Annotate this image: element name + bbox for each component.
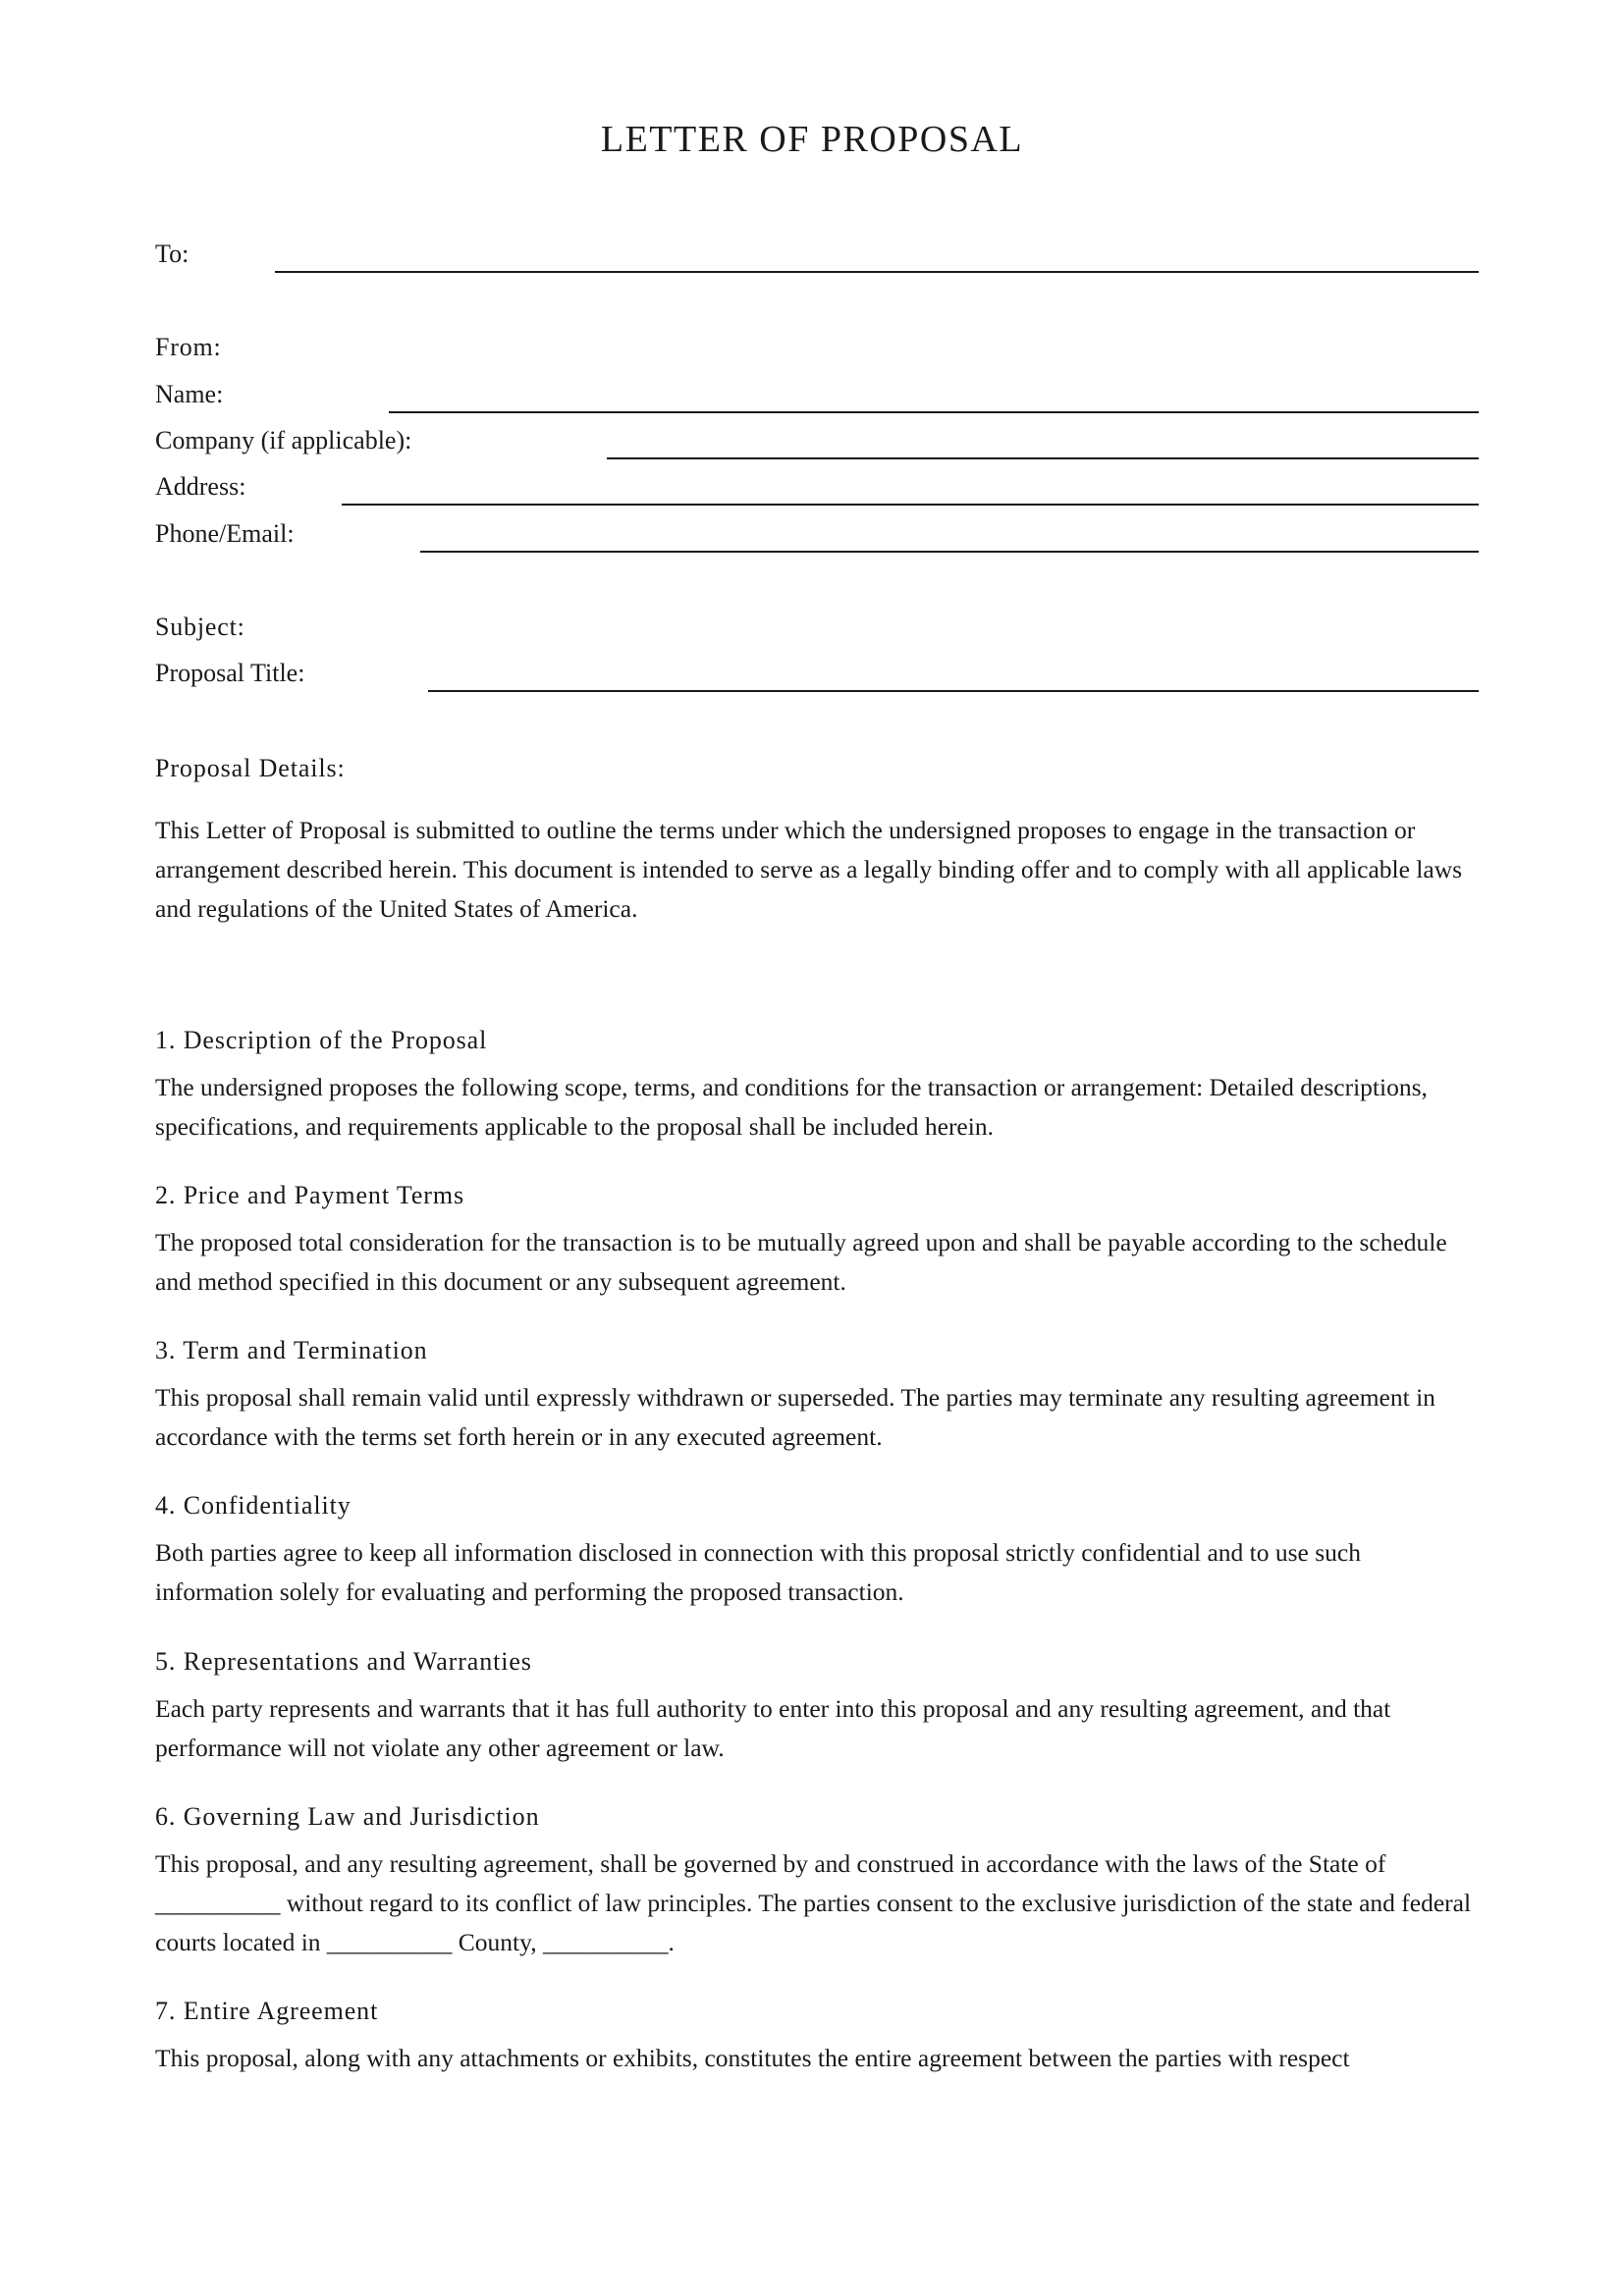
section-heading: 2. Price and Payment Terms [155, 1181, 464, 1209]
section-text: Both parties agree to keep all information disclosed in connection with this proposal strictly confidential and to use such information solely for evaluating and performing the proposed transaction. [155, 1538, 1361, 1606]
phone-email-field [155, 517, 1479, 557]
section-heading: 1. Description of the Proposal [155, 1026, 488, 1054]
company-input-line[interactable] [607, 457, 1479, 459]
section-heading: 5. Representations and Warranties [155, 1647, 532, 1676]
address-input-line[interactable] [342, 504, 1479, 506]
section-text: This proposal shall remain valid until expressly withdrawn or superseded. The parties may terminate any resulting agreement in accordance with the terms set forth herein or in any executed agreement. [155, 1383, 1435, 1451]
address-field [155, 470, 1479, 509]
section-text: The undersigned proposes the following scope, terms, and conditions for the transaction or arrangement: Detailed descriptions, specifications, and requirements applicable to the proposal shall be included herein. [155, 1073, 1428, 1141]
company-label: Company (if applicable): [155, 426, 412, 454]
to-field [155, 238, 1479, 277]
phone-email-label: Phone/Email: [155, 519, 295, 548]
proposal-title-label: Proposal Title: [155, 659, 305, 687]
from-label: From: [155, 333, 222, 361]
company-field [155, 424, 1479, 463]
section-heading: 6. Governing Law and Jurisdiction [155, 1802, 540, 1831]
section-heading: 3. Term and Termination [155, 1336, 428, 1364]
to-label: To: [155, 240, 189, 268]
proposal-title-input-line[interactable] [428, 690, 1479, 692]
name-label: Name: [155, 380, 224, 408]
address-label: Address: [155, 472, 246, 501]
proposal-intro-paragraph: This Letter of Proposal is submitted to outline the terms under which the undersigned proposes to engage in the transaction or arrangement described herein. This document is intended to serve as a legally binding offer and to comply with all applicable laws and regulations of the United States of America. [155, 816, 1463, 923]
name-input-line[interactable] [389, 411, 1479, 413]
phone-email-input-line[interactable] [420, 551, 1479, 553]
document-title: LETTER OF PROPOSAL [600, 119, 1024, 160]
section-heading: 7. Entire Agreement [155, 1997, 379, 2025]
proposal-title-field [155, 657, 1479, 696]
proposal-details-heading: Proposal Details: [155, 754, 346, 782]
to-input-line[interactable] [275, 271, 1479, 273]
section-text: Each party represents and warrants that it has full authority to enter into this proposal and any resulting agreement, and that performance will not violate any other agreement or law. [155, 1694, 1391, 1762]
section-heading: 4. Confidentiality [155, 1491, 352, 1520]
section-text: This proposal, and any resulting agreement, shall be governed by and construed in accordance with the laws of the State of __________ without regard to its conflict of law principles. The parties consent to the exclusive jurisdiction of the state and federal courts located in __________ County, __________. [155, 1849, 1472, 1956]
subject-label: Subject: [155, 613, 245, 641]
section-text: This proposal, along with any attachments or exhibits, constitutes the entire agreement between the parties with respect [155, 2044, 1350, 2072]
name-field [155, 378, 1479, 417]
section-text: The proposed total consideration for the transaction is to be mutually agreed upon and shall be payable according to the schedule and method specified in this document or any subsequent agreement. [155, 1228, 1447, 1296]
